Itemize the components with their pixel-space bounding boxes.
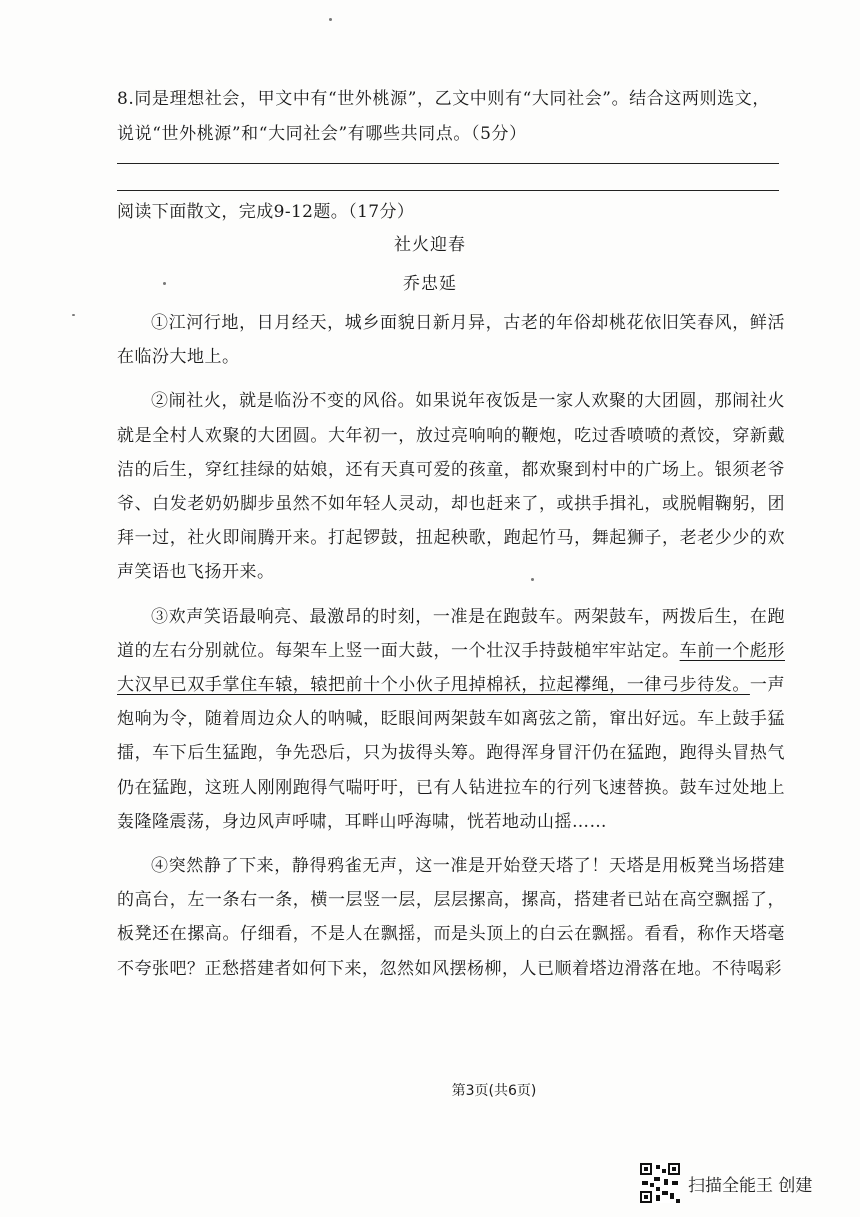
- underlined-sentence: 车前一个彪形大汉早已双手掌住车辕，辕把前十个小伙子甩掉棉袄，拉起襻绳，一律弓步待发。: [117, 640, 785, 696]
- reading-instructions: 阅读下面散文，完成9-12题。（17分）: [117, 202, 415, 222]
- scan-speck: [329, 18, 332, 21]
- scan-speck: [72, 314, 75, 316]
- question-8: 8.同是理想社会，甲文中有“世外桃源”，乙文中则有“大同社会”。结合这两则选文，说说“世外桃源”和“大同社会”有哪些共同点。（5分）: [117, 89, 770, 144]
- essay-author: 乔忠延: [403, 274, 457, 294]
- answer-line: [117, 163, 779, 164]
- answer-line: [117, 190, 779, 191]
- essay-body: [117, 306, 785, 996]
- paragraph-3-start: ③欢声笑语最响亮、最激昂的时刻，一准是在跑鼓车。两架鼓车，两拨后生，在跑道的左右分别就位。每架车上竖一面大鼓，一个壮汉手持鼓槌牢牢站定。: [117, 606, 785, 661]
- paragraph-3: [117, 600, 785, 839]
- paragraph-3-end: 一声炮响为令，随着周边众人的呐喊，眨眼间两架鼓车如离弦之箭，窜出好远。车上鼓手猛擂，车下后生猛跑，争先恐后，只为拔得头筹。跑得浑身冒汗仍在猛跑，跑得头冒热气仍在猛跑，这班人刚刚跑得气喘吁吁，已有人钻进拉车的行列飞速替换。鼓车过处地上轰隆隆震荡，身边风声呼啸，耳畔山呼海啸，恍若地动山摇……: [117, 675, 786, 832]
- essay-title: 社火迎春: [394, 235, 466, 255]
- paragraph-1: ①江河行地，日月经天，城乡面貌日新月异，古老的年俗却桃花依旧笑春风，鲜活在临汾大地上。: [117, 313, 785, 368]
- paragraph-2: ②闹社火，就是临汾不变的风俗。如果说年夜饭是一家人欢聚的大团圆，那闹社火就是全村人欢聚的大团圆。大年初一，放过亮响响的鞭炮，吃过香喷喷的煮饺，穿新戴洁的后生，穿红挂绿的姑娘，还有天真可爱的孩童，都欢聚到村中的广场上。银须老爷爷、白发老奶奶脚步虽然不如年轻人灵动，却也赶来了，或拱手揖礼，或脱帽鞠躬，团拜一过，社火即闹腾开来。打起锣鼓，扭起秧歌，跑起竹马，舞起狮子，老老少少的欢声笑语也飞扬开来。: [117, 391, 785, 583]
- qr-code-icon: [640, 1163, 680, 1203]
- page-number: 第3页(共6页): [451, 1083, 537, 1099]
- paragraph-4: ④突然静了下来，静得鸦雀无声，这一准是开始登天塔了！天塔是用板凳当场搭建的高台，左一条右一条，横一层竖一层，层层摞高，摞高，搭建者已站在高空飘摇了，板凳还在摞高。仔细看，不是人在飘摇，而是头顶上的白云在飘摇。看看，称作天塔毫不夸张吧？正愁搭建者如何下来，忽然如风摆杨柳，人已顺着塔边滑落在地。不待喝彩: [117, 856, 785, 979]
- watermark-text: 扫描全能王 创建: [688, 1175, 813, 1196]
- scanner-watermark: [640, 1163, 812, 1203]
